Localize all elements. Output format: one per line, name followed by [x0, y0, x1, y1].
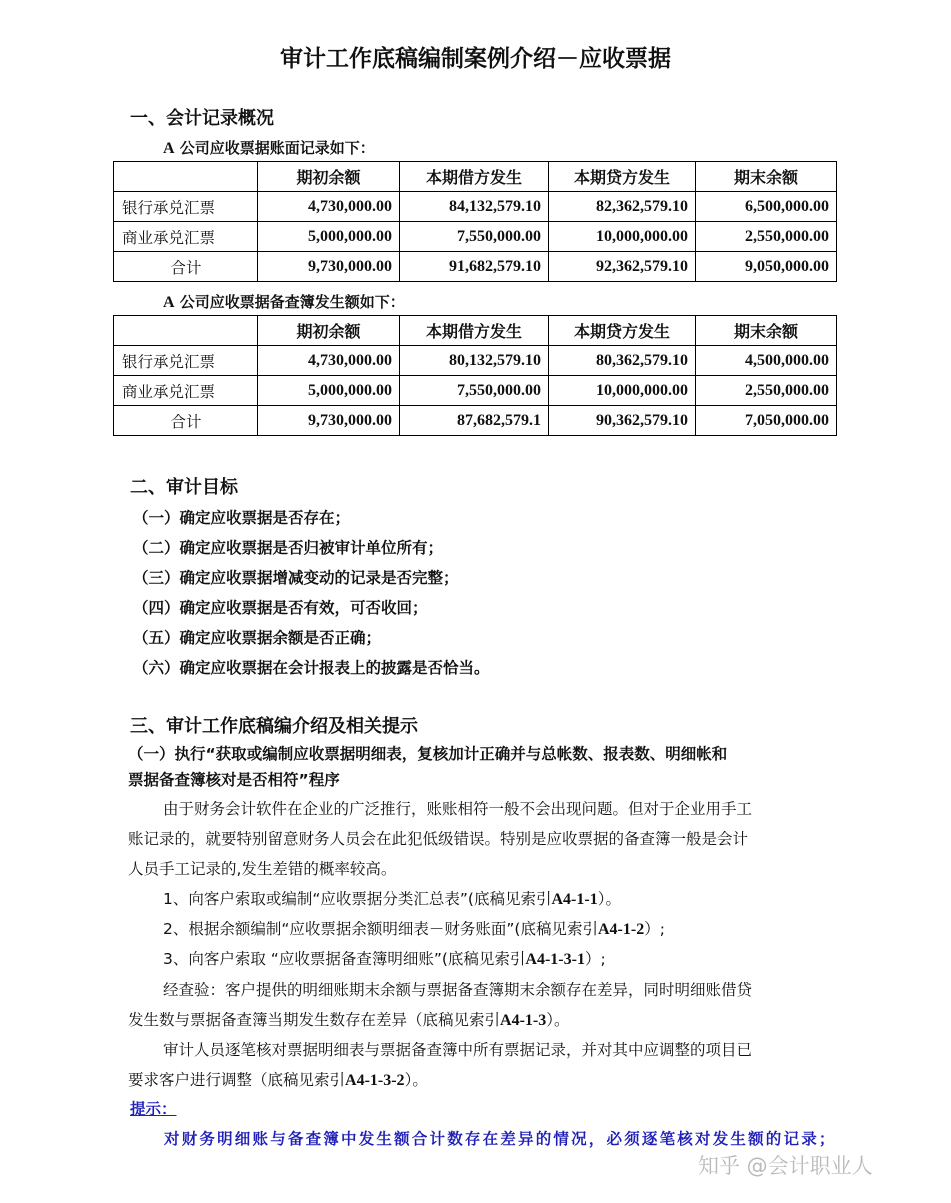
register-caption-text: 公司应收票据备查簿发生额如下：: [179, 293, 405, 311]
table-row: [114, 222, 837, 252]
list-item: [163, 947, 606, 969]
list-item-text: 1、向客户索取或编制“应收票据分类汇总表”(底稿见索引: [163, 890, 552, 908]
table-header-cell: [114, 316, 258, 346]
index-ref: A4-1-3-1: [525, 951, 585, 968]
watermark: 知乎 @会计职业人: [698, 1154, 873, 1178]
table-cell: 90,362,579.10: [549, 406, 696, 436]
table-cell: 7,050,000.00: [696, 406, 837, 436]
table-header-cell: 本期借方发生: [400, 316, 549, 346]
audit-goal: （四）确定应收票据是否有效，可否收回；: [133, 599, 428, 617]
register-caption-prefix: A: [163, 294, 175, 311]
list-item-end: ）。: [597, 890, 621, 908]
audit-goal: （三）确定应收票据增减变动的记录是否完整；: [133, 569, 459, 587]
table-cell: 91,682,579.10: [400, 252, 549, 282]
table-row: [114, 192, 837, 222]
table-header-cell: 期初余额: [258, 316, 400, 346]
paragraph-end: ）。: [546, 1011, 570, 1029]
table-cell: 9,730,000.00: [258, 406, 400, 436]
list-item: [163, 917, 665, 939]
paragraph-line: 审计人员逐笔核对票据明细表与票据备查簿中所有票据记录，并对其中应调整的项目已: [163, 1041, 753, 1059]
row-label: 合计: [114, 252, 258, 282]
section1-heading: 一、会计记录概况: [130, 108, 274, 129]
list-item-text: 2、根据余额编制“应收票据余额明细表－财务账面”(底稿见索引: [163, 920, 598, 938]
list-item-end: ）;: [644, 920, 665, 938]
table-cell: 5,000,000.00: [258, 376, 400, 406]
table-header-cell: 期初余额: [258, 162, 400, 192]
document-title: 审计工作底稿编制案例介绍－应收票据: [280, 46, 671, 72]
ledger-caption-prefix: A: [163, 140, 175, 157]
table-header-cell: [114, 162, 258, 192]
audit-goal: （二）确定应收票据是否归被审计单位所有；: [133, 539, 444, 557]
table-cell: 10,000,000.00: [549, 376, 696, 406]
table-cell: 87,682,579.1: [400, 406, 549, 436]
paragraph-line: 由于财务会计软件在企业的广泛推行，账账相符一般不会出现问题。但对于企业用手工: [163, 800, 753, 818]
table-cell: 7,550,000.00: [400, 222, 549, 252]
table-cell: 82,362,579.10: [549, 192, 696, 222]
index-ref: A4-1-3: [500, 1012, 547, 1029]
row-label: 商业承兑汇票: [114, 376, 258, 406]
paragraph-line: [128, 1068, 428, 1090]
procedure-heading-line1: （一）执行“获取或编制应收票据明细表，复核加计正确并与总帐数、报表数、明细帐和: [128, 745, 728, 763]
audit-goal: （五）确定应收票据余额是否正确；: [133, 629, 382, 647]
section2-heading: 二、审计目标: [130, 477, 238, 498]
table-cell: 92,362,579.10: [549, 252, 696, 282]
table-cell: 9,730,000.00: [258, 252, 400, 282]
tip-text: 对财务明细账与备查簿中发生额合计数存在差异的情况，必须逐笔核对发生额的记录；: [164, 1130, 837, 1148]
audit-goal: （六）确定应收票据在会计报表上的披露是否恰当。: [133, 659, 490, 677]
procedure-heading-line2: 票据备查簿核对是否相符”程序: [128, 771, 340, 789]
table-cell: 4,730,000.00: [258, 192, 400, 222]
table-row: [114, 346, 837, 376]
paragraph-line: 人员手工记录的,发生差错的概率较高。: [128, 860, 397, 878]
row-label: 合计: [114, 406, 258, 436]
index-ref: A4-1-1: [551, 891, 598, 908]
table-header-cell: 期末余额: [696, 162, 837, 192]
audit-goal: （一）确定应收票据是否存在；: [133, 509, 351, 527]
list-item-end: ）;: [584, 950, 606, 968]
section3-heading: 三、审计工作底稿编介绍及相关提示: [130, 716, 418, 737]
table-cell: 5,000,000.00: [258, 222, 400, 252]
row-label: 银行承兑汇票: [114, 346, 258, 376]
paragraph-line: 账记录的，就要特别留意财务人员会在此犯低级错误。特别是应收票据的备查簿一般是会计: [128, 830, 749, 848]
list-item: [163, 887, 621, 909]
table-row-total: [114, 406, 837, 436]
paragraph-end: ）。: [404, 1071, 428, 1089]
ledger-caption: [163, 137, 375, 158]
table-header-cell: 本期借方发生: [400, 162, 549, 192]
table-cell: 4,730,000.00: [258, 346, 400, 376]
register-table: [113, 315, 837, 436]
row-label: 商业承兑汇票: [114, 222, 258, 252]
table-cell: 6,500,000.00: [696, 192, 837, 222]
paragraph-line: [128, 1008, 570, 1030]
ledger-table: [113, 161, 837, 282]
paragraph-line: 经查验：客户提供的明细账期末余额与票据备查簿期末余额存在差异，同时明细账借贷: [163, 981, 753, 999]
index-ref: A4-1-2: [597, 921, 645, 938]
paragraph-text: 发生数与票据备查簿当期发生数存在差异（底稿见索引: [128, 1011, 501, 1029]
tip-heading: 提示：: [130, 1100, 177, 1118]
table-header-row: [114, 316, 837, 346]
table-header-cell: 本期贷方发生: [549, 162, 696, 192]
paragraph-text: 要求客户进行调整（底稿见索引: [128, 1071, 346, 1089]
table-row: [114, 376, 837, 406]
table-cell: 7,550,000.00: [400, 376, 549, 406]
table-cell: 80,362,579.10: [549, 346, 696, 376]
register-caption: [163, 291, 405, 312]
index-ref: A4-1-3-2: [345, 1072, 405, 1089]
list-item-text: 3、向客户索取 “应收票据备查簿明细账”(底稿见索引: [163, 950, 526, 968]
table-cell: 84,132,579.10: [400, 192, 549, 222]
table-header-cell: 本期贷方发生: [549, 316, 696, 346]
table-cell: 4,500,000.00: [696, 346, 837, 376]
row-label: 银行承兑汇票: [114, 192, 258, 222]
table-cell: 10,000,000.00: [549, 222, 696, 252]
table-cell: 2,550,000.00: [696, 222, 837, 252]
table-header-row: [114, 162, 837, 192]
table-header-cell: 期末余额: [696, 316, 837, 346]
table-row-total: [114, 252, 837, 282]
table-cell: 80,132,579.10: [400, 346, 549, 376]
ledger-caption-text: 公司应收票据账面记录如下：: [179, 139, 375, 157]
table-cell: 9,050,000.00: [696, 252, 837, 282]
table-cell: 2,550,000.00: [696, 376, 837, 406]
